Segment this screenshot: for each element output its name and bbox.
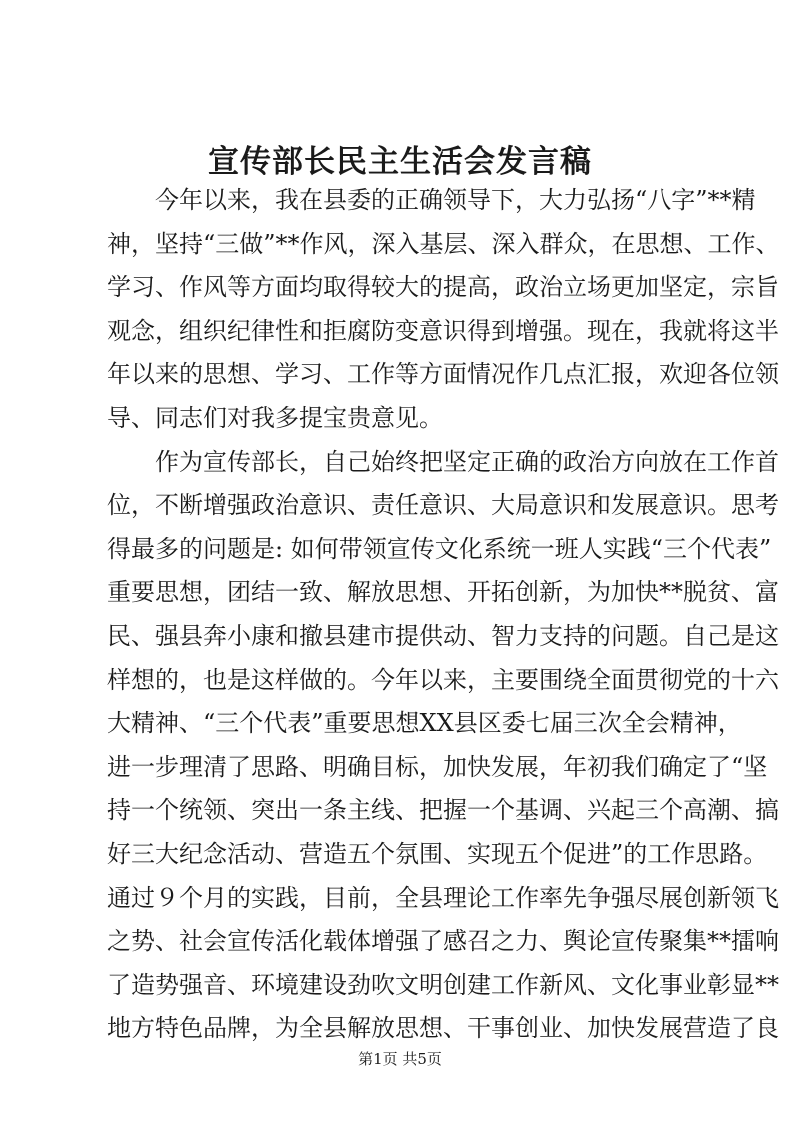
- paragraph-2-line-10: 好三大纪念活动、营造五个氛围、实现五个促进”的工作思路。: [107, 840, 768, 868]
- paragraph-2-line-13: 了造势强音、环境建设劲吹文明创建工作新风、文化事业彰显**: [107, 971, 779, 999]
- paragraph-2-line-12: 之势、社会宣传活化载体增强了感召之力、舆论宣传聚集**擂响: [107, 927, 779, 955]
- page-number: 第1页 共5页: [358, 1050, 442, 1068]
- document-title: 宣传部长民主生活会发言稿: [208, 144, 592, 180]
- paragraph-2-line-9: 持一个统领、突出一条主线、把握一个基调、兴起三个高潮、搞: [107, 796, 779, 824]
- paragraph-2-line-6: 样想的，也是这样做的。今年以来，主要围绕全面贯彻党的十六: [107, 666, 779, 694]
- paragraph-2-line-3: 得最多的问题是: 如何带领宣传文化系统一班人实践“三个代表”: [107, 535, 772, 563]
- paragraph-1-line-2: 神，坚持“三做”**作风，深入基层、深入群众，在思想、工作、: [107, 230, 780, 258]
- paragraph-1-line-6: 导、同志们对我多提宝贵意见。: [107, 404, 443, 432]
- paragraph-2-line-2: 位，不断增强政治意识、责任意识、大局意识和发展意识。思考: [107, 491, 779, 519]
- paragraph-2-line-1: 作为宣传部长，自己始终把坚定正确的政治方向放在工作首: [155, 448, 779, 476]
- paragraph-1-line-4: 观念，组织纪律性和拒腐防变意识得到增强。现在，我就将这半: [107, 317, 779, 345]
- paragraph-2-line-4: 重要思想，团结一致、解放思想、开拓创新，为加快**脱贫、富: [107, 578, 779, 606]
- paragraph-1-line-1: 今年以来，我在县委的正确领导下，大力弘扬“八字”**精: [155, 186, 756, 214]
- paragraph-1-line-5: 年以来的思想、学习、工作等方面情况作几点汇报，欢迎各位领: [107, 360, 779, 388]
- paragraph-2-line-7: 大精神、“三个代表”重要思想XX县区委七届三次全会精神，: [107, 709, 742, 737]
- paragraph-2-line-11: 通过９个月的实践，目前，全县理论工作率先争强尽展创新领飞: [107, 884, 779, 912]
- paragraph-2-line-5: 民、强县奔小康和撤县建市提供动、智力支持的问题。自己是这: [107, 622, 779, 650]
- paragraph-1-line-3: 学习、作风等方面均取得较大的提高，政治立场更加坚定，宗旨: [107, 273, 779, 301]
- paragraph-2-line-14: 地方特色品牌，为全县解放思想、干事创业、加快发展营造了良: [107, 1014, 779, 1042]
- paragraph-2-line-8: 进一步理清了思路、明确目标，加快发展，年初我们确定了“坚: [107, 753, 768, 781]
